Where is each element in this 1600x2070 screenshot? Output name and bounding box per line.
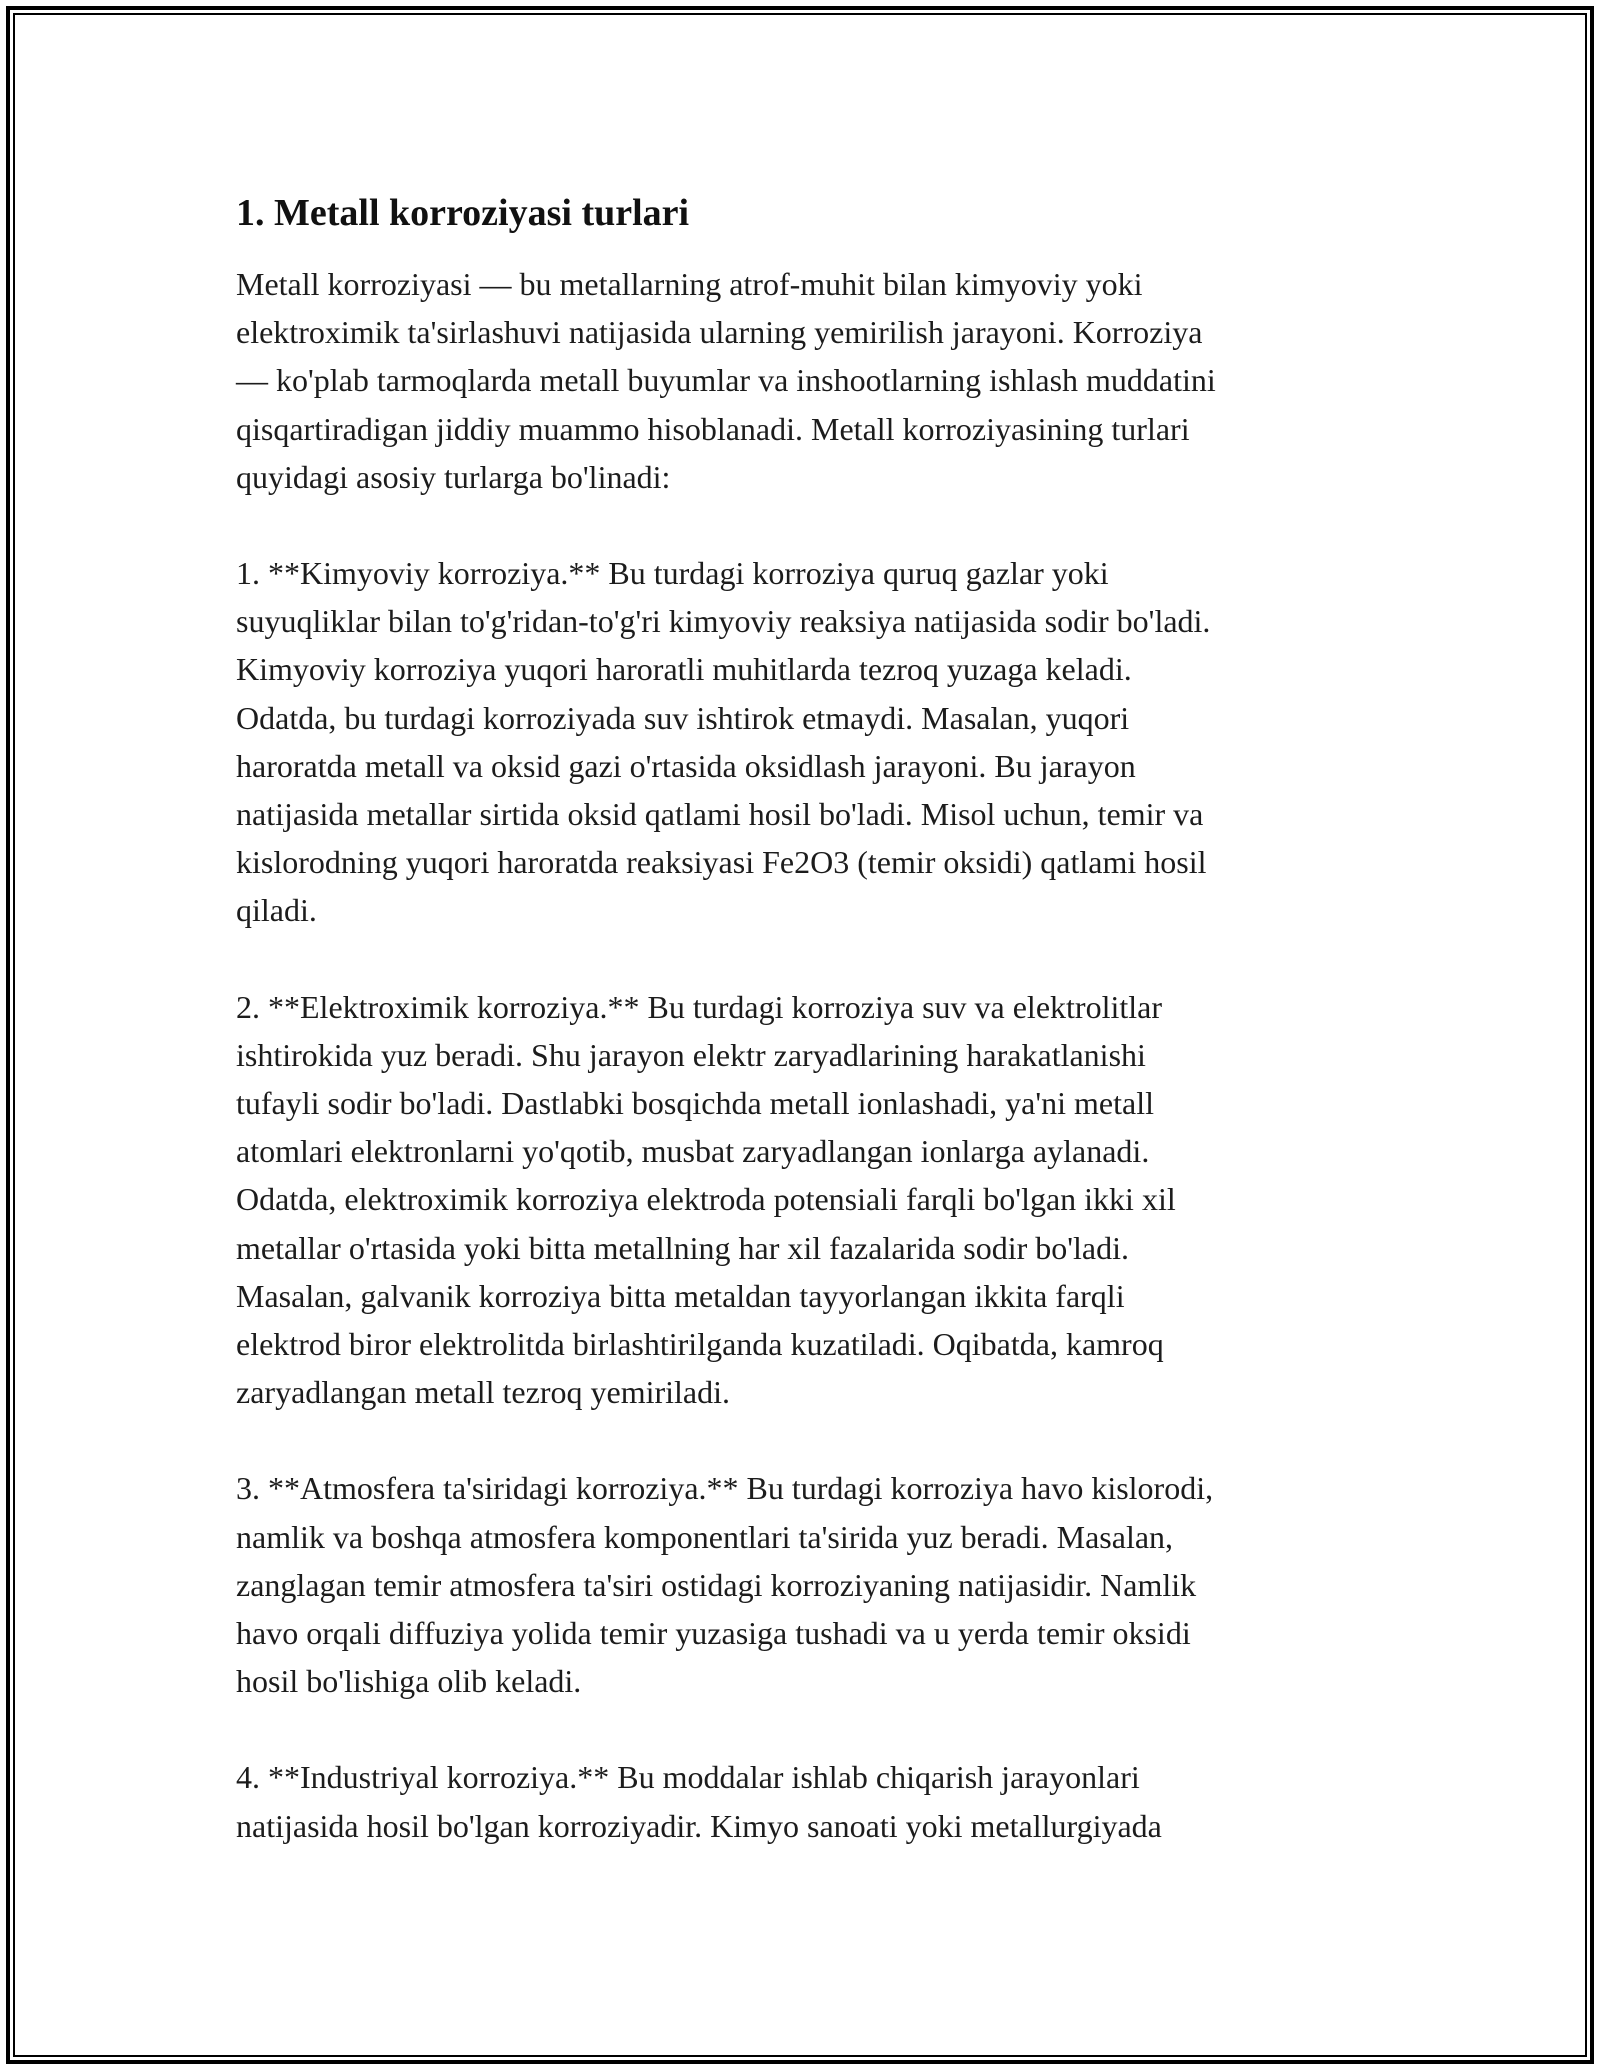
document-body [236, 188, 1376, 1898]
section-heading: 1. Metall korroziyasi turlari [236, 192, 690, 234]
chemical-corrosion-paragraph: 1. **Kimyoviy korroziya.** Bu turdagi korroziya quruq gazlar yoki suyuqliklar bilan to'g'ridan-to'g'ri kimyoviy reaksiya natijasida sodir bo'ladi. Kimyoviy korroziya yuqori haroratli muhitlarda tezroq yuzaga keladi. Odatda, bu turdagi korroziyada suv ishtirok etmaydi. Masalan, yuqori haroratda metall va oksid gazi o'rtasida oksidlash jarayoni. Bu jarayon natijasida metallar sirtida oksid qatlami hosil bo'ladi. Misol uchun, temir va kislorodning yuqori haroratda reaksiyasi Fe2O3 (temir oksidi) qatlami hosil qiladi. [236, 555, 1211, 929]
atmospheric-corrosion-paragraph: 3. **Atmosfera ta'siridagi korroziya.** Bu turdagi korroziya havo kislorodi, namlik va boshqa atmosfera komponentlari ta'sirida yuz beradi. Masalan, zanglagan temir atmosfera ta'siri ostidagi korroziyaning natijasidir. Namlik havo orqali diffuziya yolida temir yuzasiga tushadi va u yerda temir oksidi hosil bo'lishiga olib keladi. [236, 1470, 1214, 1700]
electrochemical-corrosion-paragraph: 2. **Elektroximik korroziya.** Bu turdagi korroziya suv va elektrolitlar ishtirokida yuz beradi. Shu jarayon elektr zaryadlarining harakatlanishi tufayli sodir bo'ladi. Dastlabki bosqichda metall ionlashadi, ya'ni metall atomlari elektronlarni yo'qotib, musbat zaryadlangan ionlarga aylanadi. Odatda, elektroximik korroziya elektroda potensiali farqli bo'lgan ikki xil metallar o'rtasida yoki bitta metallning har xil fazalarida sodir bo'ladi. Masalan, galvanik korroziya bitta metaldan tayyorlangan ikkita farqli elektrod biror elektrolitda birlashtirilganda kuzatiladi. Oqibatda, kamroq zaryadlangan metall tezroq yemiriladi. [236, 988, 1176, 1411]
industrial-corrosion-paragraph: 4. **Industriyal korroziya.** Bu moddalar ishlab chiqarish jarayonlari natijasida hosil bo'lgan korroziyadir. Kimyo sanoati yoki metallurgiyada [236, 1759, 1162, 1844]
intro-paragraph: Metall korroziyasi — bu metallarning atrof-muhit bilan kimyoviy yoki elektroximik ta'sirlashuvi natijasida ularning yemirilish jarayoni. Korroziya — ko'plab tarmoqlarda metall buyumlar va inshootlarning ishlash muddatini qisqartiradigan jiddiy muammo hisoblanadi. Metall korroziyasining turlari quyidagi asosiy turlarga bo'linadi: [236, 266, 1216, 495]
